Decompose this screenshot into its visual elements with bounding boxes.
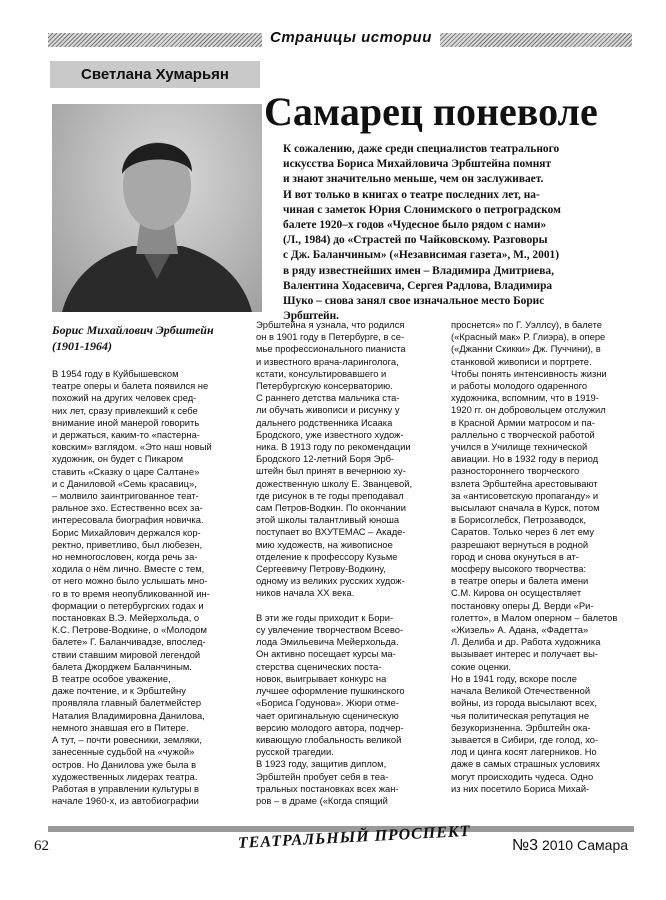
text-line: («Красный мак» Р. Глиэра), в опере <box>451 331 606 343</box>
text-line: новок, выигрывает конкурс на <box>256 672 387 684</box>
text-line: 1920 гг. он добровольцем отслужил <box>451 404 606 416</box>
text-line: даже почтение, и к Эрбштейну <box>52 685 186 697</box>
text-line: отделение к профессору Кузьме <box>256 550 398 562</box>
author-name: Светлана Хумарьян <box>50 61 260 88</box>
issue-info <box>512 837 628 855</box>
text-line: Чтобы понять интенсивность жизни <box>451 367 607 379</box>
text-line: он в 1901 году в Петербурге, в се- <box>256 331 405 343</box>
text-line: где рисунок в те годы преподавал <box>256 489 404 501</box>
text-line: похожий на других человек сред- <box>52 392 197 404</box>
text-line: разностороннего творческого <box>451 465 580 477</box>
text-line: искусства Бориса Михайловича Эрбштейна помнят <box>283 158 552 171</box>
article-title: Самарец поневоле <box>264 89 598 134</box>
text-line: художника, вспомним, что в 1919- <box>451 392 599 404</box>
text-line: проснется» по Г. Уэллсу), в балете <box>451 319 602 330</box>
text-line: внимание иной манерой говорить <box>52 416 200 428</box>
text-line: русской трагедии. <box>256 746 334 758</box>
text-line: стерства сценических поста- <box>256 660 382 672</box>
text-line: Эрбштейна я узнала, что родился <box>256 319 405 330</box>
text-line: взлета Эрбштейна арестовывают <box>451 477 598 489</box>
text-line: из них посетило Бориса Михай- <box>451 782 590 794</box>
text-line: проявляла главный балетмейстер <box>52 697 202 709</box>
text-line: ректно, приветливо, был любезен, <box>52 538 203 550</box>
text-line: в Борисоглебск, Петрозаводск, <box>451 514 586 526</box>
text-line: ров – в драме («Когда спящий <box>256 794 388 806</box>
text-line: в ряду известнейших имен – Владимира Дмитриева, <box>283 264 554 277</box>
issue-number: №3 <box>512 837 539 854</box>
text-line: (Л., 1984) до «Страстей по Чайковскому. Разговоры <box>283 234 548 247</box>
text-line: Петербургскую консерваторию. <box>256 380 393 392</box>
text-line: К.С. Петрове-Водкине, о «Молодом <box>52 624 207 636</box>
text-line: Бродского, уже известного худож- <box>256 428 404 440</box>
text-line: го в то время неопубликованной ин- <box>52 587 210 599</box>
text-line: Саратов. Только через 6 лет ему <box>451 526 595 538</box>
text-line: станковой живописи и портрете. <box>451 355 592 367</box>
text-line: вызывает интерес и получает вы- <box>451 648 599 660</box>
text-line: остров. Но Данилова уже была в <box>52 758 197 770</box>
text-line: ходила о нём лично. Вместе с тем, <box>52 563 205 575</box>
issue-place: 2010 Самара <box>541 837 629 853</box>
text-line: В театре особое уважение, <box>52 673 171 685</box>
text-line: разрешают вернуться в родной <box>451 538 589 550</box>
text-line: учился в Училище технической <box>451 441 588 453</box>
photo-caption <box>52 322 262 354</box>
text-line: ставить «Сказку о царе Салтане» <box>52 465 200 477</box>
text-line: ника. В 1913 году по рекомендации <box>256 441 411 453</box>
text-line: раллельно с творческой работой <box>451 428 595 440</box>
text-line: Борис Михайлович держался кор- <box>52 526 201 538</box>
text-line: в театре оперы и балета имени <box>451 575 589 587</box>
text-line: Сергеевичу Петрову-Водкину, <box>256 563 386 575</box>
text-line: и держаться, каким-то «пастерна- <box>52 429 200 441</box>
text-line: штейн был принят в вечернюю ху- <box>256 465 406 477</box>
text-line: зывается в Сибири, где голод, хо- <box>451 733 599 745</box>
text-line: И вот только в книгах о театре последних лет, на- <box>283 188 540 201</box>
text-line: художественных лидерах театра. <box>52 770 198 782</box>
text-line: от него можно было услышать мно- <box>52 575 208 587</box>
text-line: но немногословен, когда речь за- <box>52 551 198 563</box>
text-line: этой школы талантливый юноша <box>256 514 400 526</box>
text-line: Наталия Владимировна Данилова, <box>52 709 205 721</box>
text-line: поступает во ВХУТЕМАС – Акаде- <box>256 526 406 538</box>
text-line: В 1923 году, защитив диплом, <box>256 758 387 770</box>
text-line: ковским» взглядом. «Это наш новый <box>52 441 212 453</box>
text-line: су увлечение творчеством Всево- <box>256 624 404 636</box>
text-line: «Бориса Годунова». Жюри отме- <box>256 697 399 709</box>
portrait-photo <box>52 104 262 312</box>
text-line: («Джанни Скикки» Дж. Пуччини), в <box>451 343 601 355</box>
text-line: город и снова окунуться в ат- <box>451 550 579 562</box>
text-line: версию молодого автора, подчер- <box>256 721 404 733</box>
text-line: балета Джорджем Баланчиным. <box>52 660 192 672</box>
text-line: А тут, – почти ровесники, земляки, <box>52 734 202 746</box>
text-line: начала Великой Отечественной <box>451 685 591 697</box>
text-line: них лет, сразу привлекший к себе <box>52 404 198 416</box>
text-line: и работы молодого одаренного <box>451 380 588 392</box>
text-line: сам Петров-Водкин. По окончании <box>256 502 406 514</box>
caption-line: (1901-1964) <box>52 339 112 353</box>
text-line: Валентина Ходасевича, Сергея Радлова, Владимира <box>283 279 553 292</box>
text-line: интересовала биография новичка. <box>52 514 204 526</box>
text-line: тральных постановках всех жан- <box>256 782 399 794</box>
text-line: Шуко – снова занял свое изначальное место Борис <box>283 295 545 308</box>
text-line: мье профессионального пианиста <box>256 343 406 355</box>
text-line: ли обучать живописи и рисунку у <box>256 404 400 416</box>
text-line: С раннего детства мальчика ста- <box>256 392 400 404</box>
text-line: постановках В.Э. Мейерхольда, о <box>52 612 200 624</box>
text-line: балете» Г. Баланчивадзе, впослед- <box>52 636 206 648</box>
text-line: занесенные судьбой на «чужой» <box>52 746 195 758</box>
text-line: одному из великих русских худож- <box>256 575 405 587</box>
text-line: чья политическая репутация не <box>451 709 590 721</box>
text-line: С.М. Кирова он осуществляет <box>451 587 582 599</box>
text-line: ников начала XX века. <box>256 587 355 599</box>
text-line: лода Эмильевича Мейерхольда. <box>256 636 399 648</box>
rubric-title: Страницы истории <box>262 28 440 48</box>
text-line: с Дж. Баланчиным» («Независимая газета», М., 2001) <box>283 249 560 262</box>
text-line: К сожалению, даже среди специалистов театрального <box>283 143 560 155</box>
text-line: Он активно посещает курсы ма- <box>256 648 396 660</box>
magazine-logo: ТЕАТРАЛЬНЫЙ ПРОСПЕКТ <box>237 822 471 852</box>
text-line: формации о петербургских годах и <box>52 599 204 611</box>
text-line: даже в самых страшных условиях <box>451 758 600 770</box>
text-line: могут происходить чудеса. Одно <box>451 770 594 782</box>
text-line: художник, он будет с Пикаром <box>52 453 184 465</box>
text-line: и знают значительно меньше, чем он заслуживает. <box>283 173 544 186</box>
text-line: чиная с заметок Юрия Слонимского о петроградском <box>283 203 561 216</box>
text-line: высылают сначала в Курск, потом <box>451 502 600 514</box>
text-line: Эрбштейн. <box>283 310 339 323</box>
text-line: «Жизель» А. Адана, «Фадетта» <box>451 624 589 636</box>
text-line: кстати, консультировавшего и <box>256 367 387 379</box>
page-number: 62 <box>34 838 49 854</box>
text-line: мию художеств, на живописное <box>256 538 393 550</box>
text-line: войны, из города высылают всех, <box>451 697 597 709</box>
text-line: и с Даниловой «Семь красавиц», <box>52 477 197 489</box>
text-line: В эти же годы приходит к Бори- <box>256 611 394 623</box>
portrait-figure-icon <box>52 104 262 312</box>
text-line: ствии ставшим мировой легендой <box>52 648 201 660</box>
text-line: лучшее оформление пушкинского <box>256 685 405 697</box>
text-line: ральное эхо. Естественно всех за- <box>52 502 203 514</box>
text-line: В 1954 году в Куйбышевском <box>52 368 179 379</box>
text-column-1 <box>52 368 244 807</box>
text-line <box>256 600 442 612</box>
text-line: дальнего родственника Исаака <box>256 416 393 428</box>
text-line: кивающую глобальность великой <box>256 733 402 745</box>
text-line: сокие оценки. <box>451 660 511 672</box>
text-line: балете 1920–х годов «Чудесное было рядом с нами» <box>283 219 547 232</box>
lead-paragraph <box>283 142 633 324</box>
text-line: театре оперы и балета появился не <box>52 380 209 392</box>
text-column-3 <box>451 319 637 795</box>
text-line: и известного врача-ларинголога, <box>256 355 399 367</box>
text-line: Бродского 12-летний Боря Эрб- <box>256 453 395 465</box>
text-line: Работая в управлении культуры в <box>52 782 199 794</box>
text-line: чает оригинальную сценическую <box>256 709 399 721</box>
text-column-2 <box>256 319 442 807</box>
text-line: Эрбштейн пробует себя в теа- <box>256 770 389 782</box>
text-line: постановку оперы Д. Верди «Ри- <box>451 599 594 611</box>
text-line: лод и цинга косят лагерников. Но <box>451 746 597 758</box>
text-line: дожественную школу Е. Званцевой, <box>256 477 413 489</box>
text-line: – молвило заинтригованное теат- <box>52 490 199 502</box>
text-line: авиации. Но в 1932 году в период <box>451 453 599 465</box>
text-line: голетто», в Малом оперном – балетов <box>451 611 618 623</box>
text-line: безукоризненна. Эрбштейн ока- <box>451 721 591 733</box>
text-line: за «антисоветскую пропаганду» и <box>451 489 599 501</box>
text-line: немного знавшая его в Питере. <box>52 721 189 733</box>
text-line: Но в 1941 году, вскоре после <box>451 672 577 684</box>
text-line: мосферу высокого творчества: <box>451 563 587 575</box>
text-line: начале 1960-х, из автобиографии <box>52 795 199 807</box>
caption-line: Борис Михайлович Эрбштейн <box>52 323 214 337</box>
text-line: в Красной Армии матросом и па- <box>451 416 595 428</box>
text-line: Л. Делиба и др. Работа художника <box>451 636 601 648</box>
